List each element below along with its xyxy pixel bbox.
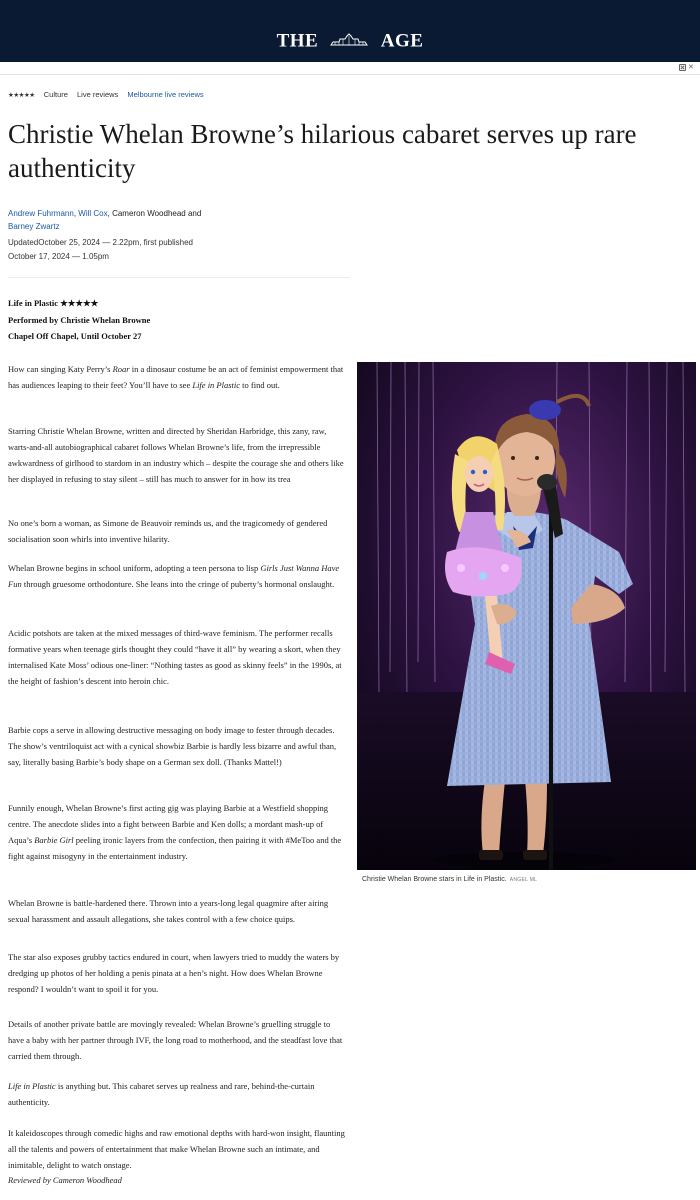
body-paragraph-1: How can singing Katy Perry’s Roar in a dinosaur costume be an act of feminist empowerment that has audiences leaping to their feet? You’ll have to see Life in Plastic to find out. xyxy=(8,364,344,390)
breadcrumb-culture[interactable]: Culture xyxy=(43,90,68,99)
byline-divider xyxy=(8,277,350,278)
body-paragraph-10: Details of another private battle are movingly revealed: Whelan Browne’s gruelling struggle to have a baby with her partner through IVF, the long road to motherhood, and the steadfast love that carried them through. xyxy=(8,1019,343,1061)
body-paragraph-7: Funnily enough, Whelan Browne’s first acting gig was playing Barbie at a Westfield shopping centre. The anecdote slides into a fight between Barbie and Ken dolls; a mordant mash-up of Aqua’s Barbie Girl peeling ironic layers from the confection, then pairing it with #MeToo and the fight against misogyny in the entertainment industry. xyxy=(8,803,342,861)
crest-icon xyxy=(329,33,369,47)
review-meta xyxy=(8,295,150,345)
byline-connector: and xyxy=(187,209,202,218)
dateline xyxy=(8,236,248,263)
body-paragraph-12: It kaleidoscopes through comedic highs and raw emotional depths with hard-won insight, flaunting all the talents and powers of entertainment that make Whelan Browne such an intimate, and inimitable, delight to watch onstage. xyxy=(8,1128,345,1170)
body-paragraph-3: No one’s born a woman, as Simone de Beauvoir reminds us, and the tragicomedy of gendered socialisation soon whirls into inventive hilarity. xyxy=(8,518,328,544)
byline-comma: , xyxy=(107,209,113,218)
breadcrumb-melbourne-live-reviews[interactable]: Melbourne live reviews xyxy=(127,90,204,99)
show-title-link: Life in Plastic xyxy=(192,380,241,390)
updated-timestamp: UpdatedOctober 25, 2024 — 2.22pm, first published xyxy=(8,238,193,247)
header-divider xyxy=(0,74,700,75)
logo-word-the: THE xyxy=(276,30,319,52)
masthead xyxy=(0,0,700,62)
breadcrumb-live-reviews[interactable]: Live reviews xyxy=(77,90,119,99)
ad-choices-icon[interactable] xyxy=(679,64,686,71)
song-title: Girls Just Wanna Have Fun xyxy=(8,563,340,589)
author-link-andrew-fuhrmann[interactable]: Andrew Fuhrmann xyxy=(8,209,74,218)
photo-caption xyxy=(362,875,692,885)
show-title-em: Life in Plastic xyxy=(8,1081,56,1091)
caption-text: Christie Whelan Browne stars in Life in Plastic. xyxy=(362,876,507,883)
author-link-barney-zwartz[interactable]: Barney Zwartz xyxy=(8,222,60,231)
site-logo[interactable] xyxy=(0,30,700,53)
author-link-will-cox[interactable]: Will Cox xyxy=(78,209,108,218)
body-paragraph-8: Whelan Browne is battle-hardened there. Thrown into a years-long legal quagmire after airing sexual harassment and assault allegations, she takes control with a few choice quips. xyxy=(8,898,329,924)
body-paragraph-4: Whelan Browne begins in school uniform, adopting a teen persona to lisp Girls Just Wanna Have Fun through gruesome orthodonture. She leans into the cringe of puberty’s hormonal onslaught. xyxy=(8,563,340,589)
song-title: Roar xyxy=(112,364,130,374)
body-paragraph-11: Life in Plastic is anything but. This cabaret serves up realness and rare, behind-the-curtain authenticity. xyxy=(8,1081,315,1107)
byline xyxy=(8,207,348,233)
ad-close-icon[interactable]: ✕ xyxy=(688,64,694,71)
breadcrumb xyxy=(8,90,211,102)
author-name-cameron-woodhead: Cameron Woodhead xyxy=(112,209,186,218)
page-title: Christie Whelan Browne’s hilarious cabaret serves up rare authenticity xyxy=(8,119,637,183)
ad-banner xyxy=(0,62,700,74)
logo-word-age: AGE xyxy=(380,30,424,52)
photo-credit: ANGEL ML xyxy=(509,877,538,883)
body-paragraph-5: Acidic potshots are taken at the mixed messages of third-wave feminism. The performer recalls formative years when teenage girls thought they could “have it all” by wearing a skort, when they internalised Kate Moss’ odious one-liner: “Nothing tastes as good as skinny feels” in the 1990s, at the height of fashion’s descent into heroin chic. xyxy=(8,628,342,686)
byline-comma: , xyxy=(73,209,79,218)
published-timestamp: October 17, 2024 — 1.05pm xyxy=(8,251,109,261)
reviewer-credit: Reviewed by Cameron Woodhead xyxy=(8,1175,122,1185)
performer-illustration xyxy=(357,362,696,870)
body-paragraph-6: Barbie cops a serve in allowing destructive messaging on body image to fester through decades. The show’s ventriloquist act with a cynical showbiz Barbie is hardly less bizarre and awful than, say, literally basing Barbie’s body shape on a German sex doll. (Thanks Mattel!) xyxy=(8,725,337,767)
article-photo[interactable] xyxy=(357,362,696,870)
rating-stars-icon: ★★★★★ xyxy=(8,92,35,99)
venue-info: Chapel Off Chapel, Until October 27 xyxy=(8,331,142,341)
song-title: Barbie Girl xyxy=(34,835,74,845)
performer-credit: Performed by Christie Whelan Browne xyxy=(8,314,151,325)
body-paragraph-9: The star also exposes grubby tactics endured in court, when lawyers tried to muddy the waters by dredging up photos of her holding a penis pinata at a hen’s night. How does Whelan Browne respond? I wouldn’t want to spoil it for you. xyxy=(8,952,340,994)
show-title: Life in Plastic ★★★★★ xyxy=(8,298,99,308)
body-paragraph-2: Starring Christie Whelan Browne, written and directed by Sheridan Harbridge, this zany, raw, warts-and-all autobiographical cabaret follows Whelan Browne’s life, from the irrepressible awkwardness of girlhood to stardom in an industry which – despite the courage she and others like her displayed in refusing to stay silent – still has much to answer for in how its trea xyxy=(8,426,344,484)
